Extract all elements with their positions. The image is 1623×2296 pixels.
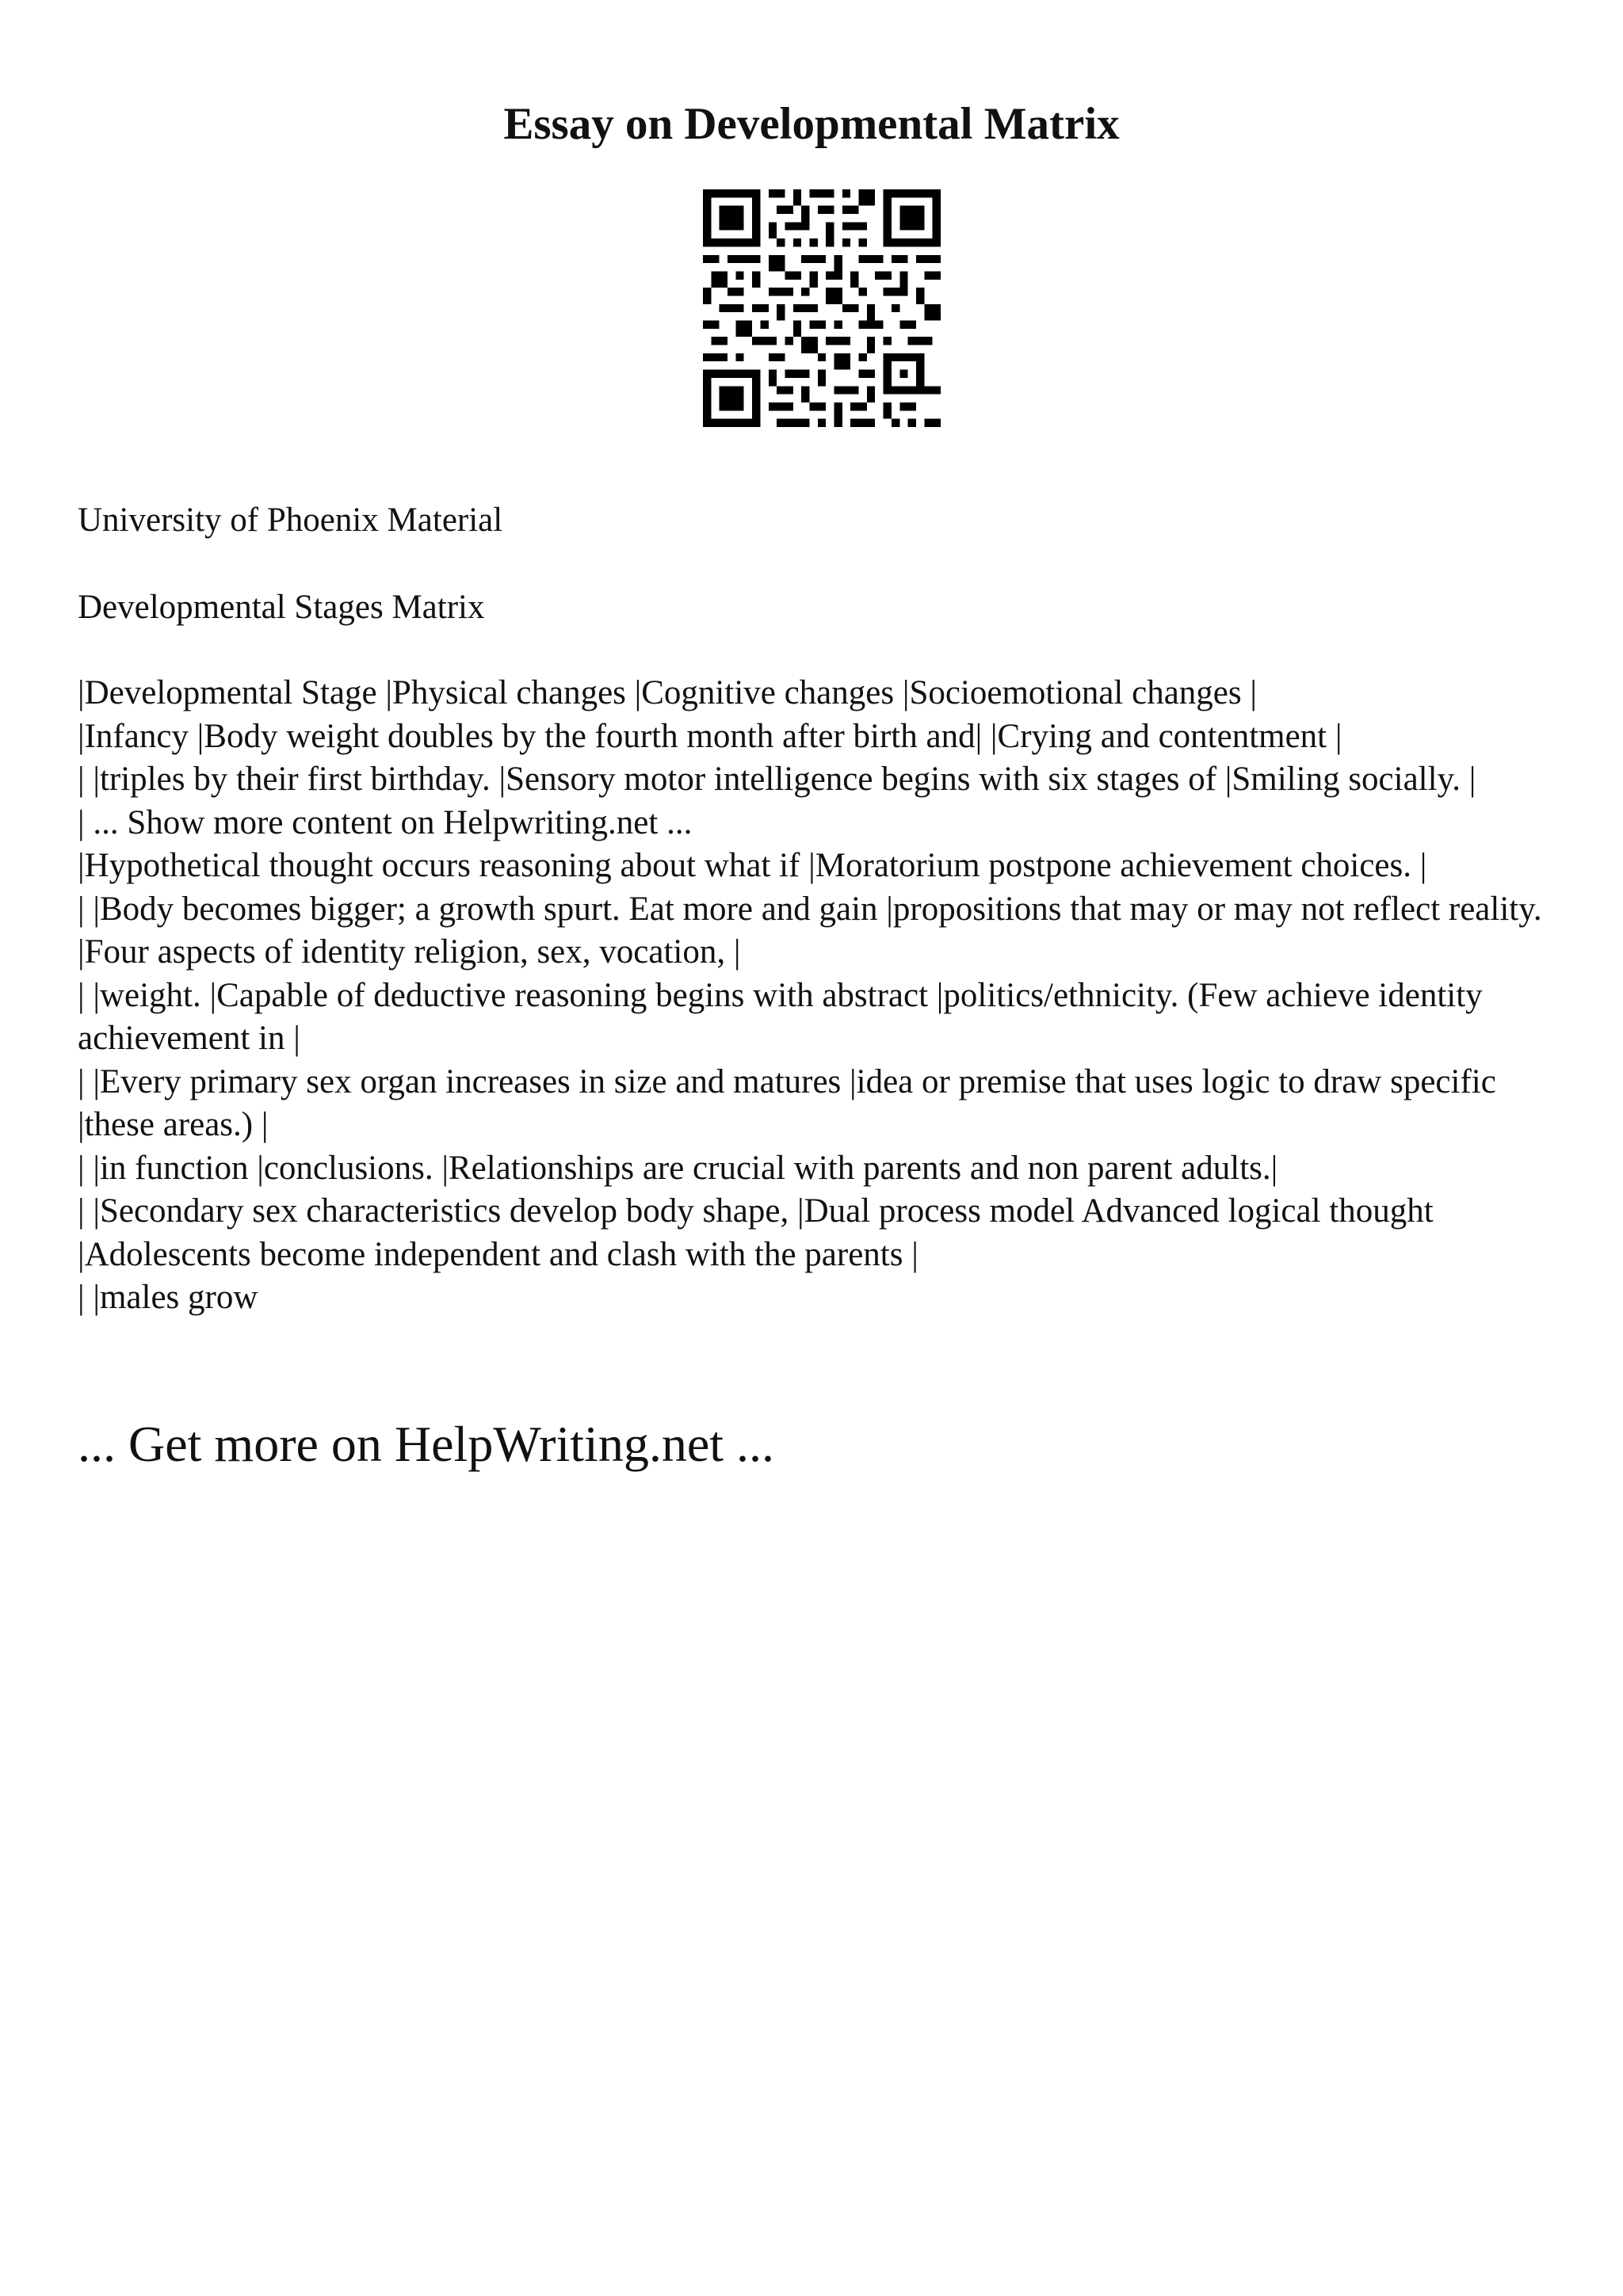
matrix-line: | |Body becomes bigger; a growth spurt. Eat more and gain |propositions that may or may not reflect reality. |Four aspects of identity religion, sex, vocation, | bbox=[78, 890, 1542, 971]
matrix-line: | |Every primary sex organ increases in size and matures |idea or premise that uses logic to draw specific |these areas.) | bbox=[78, 1062, 1496, 1143]
matrix-line: |Developmental Stage |Physical changes |Cognitive changes |Socioemotional changes | bbox=[78, 674, 1257, 711]
matrix-line: | |triples by their first birthday. |Sensory motor intelligence begins with six stages of |Smiling socially. | bbox=[78, 761, 1476, 798]
qr-code-icon bbox=[703, 189, 941, 427]
matrix-line: | |weight. |Capable of deductive reasoning begins with abstract |politics/ethnicity. (Few achieve identity achievement in | bbox=[78, 976, 1483, 1057]
institution-label: University of Phoenix Material bbox=[78, 502, 503, 539]
matrix-heading: Developmental Stages Matrix bbox=[78, 589, 485, 626]
page-title: Essay on Developmental Matrix bbox=[503, 99, 1120, 149]
matrix-text bbox=[78, 672, 1568, 1320]
matrix-line: | |Secondary sex characteristics develop body shape, |Dual process model Advanced logical thought |Adolescents become independent and clash with the parents | bbox=[78, 1192, 1434, 1273]
matrix-line: | |males grow bbox=[78, 1279, 258, 1316]
matrix-line: |Hypothetical thought occurs reasoning about what if |Moratorium postpone achievement choices. | bbox=[78, 847, 1427, 884]
get-more-link[interactable]: ... Get more on HelpWriting.net ... bbox=[78, 1416, 774, 1472]
matrix-line: | |in function |conclusions. |Relationships are crucial with parents and non parent adults.| bbox=[78, 1149, 1278, 1187]
matrix-line: |Infancy |Body weight doubles by the fourth month after birth and| |Crying and contentment | bbox=[78, 717, 1342, 755]
show-more-link[interactable]: | ... Show more content on Helpwriting.net ... bbox=[78, 803, 693, 841]
